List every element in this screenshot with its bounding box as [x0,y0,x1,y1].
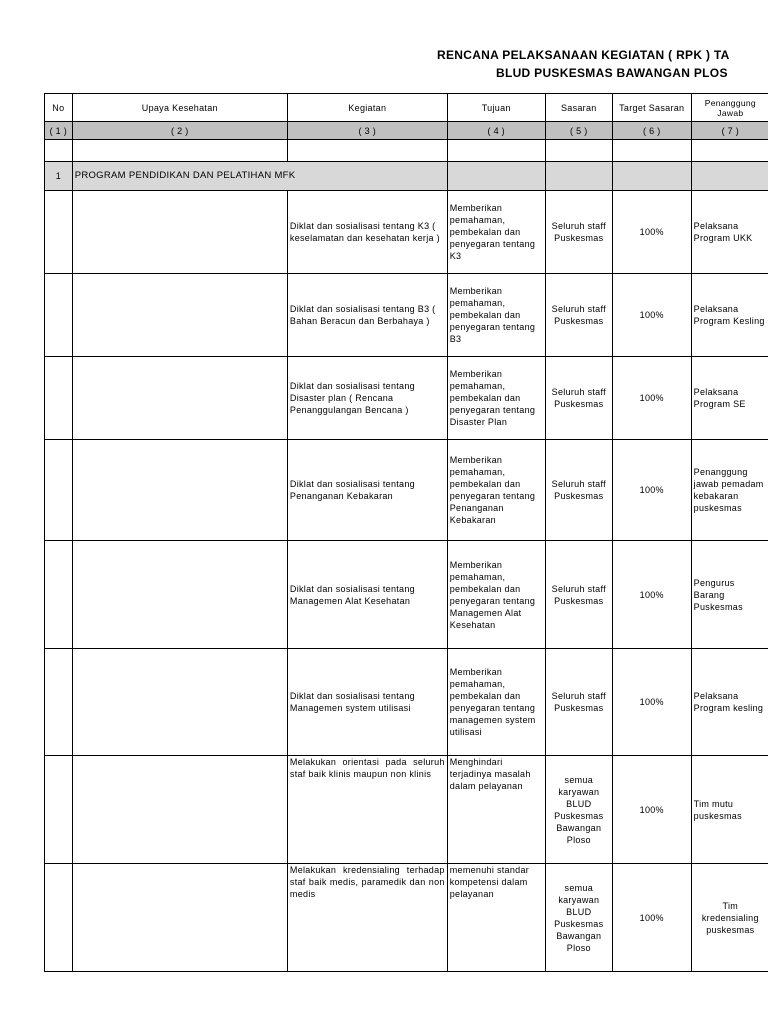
no-cell [45,274,73,357]
tujuan-cell: Menghindari terjadinya masalah dalam pelayanan [447,756,545,864]
target-cell: 100% [612,440,691,541]
kegiatan-cell: Diklat dan sosialisasi tentang Managemen Alat Kesehatan [287,541,447,649]
col-number: ( 3 ) [287,122,447,140]
col-header-no: No [45,94,73,122]
empty-cell [447,140,545,162]
kegiatan-cell: Diklat dan sosialisasi tentang K3 ( keselamatan dan kesehatan kerja ) [287,191,447,274]
target-cell: 100% [612,649,691,756]
col-header-target: Target Sasaran [612,94,691,122]
target-cell: 100% [612,274,691,357]
penanggung-jawab-cell: Pelaksana Program UKK [691,191,768,274]
table-row [45,191,768,274]
blank-row [45,140,768,162]
tujuan-cell: Memberikan pemahaman, pembekalan dan penyegaran tentang Managemen Alat Kesehatan [447,541,545,649]
sasaran-cell: Seluruh staff Puskesmas [545,357,612,440]
no-cell [45,649,73,756]
target-cell: 100% [612,541,691,649]
penanggung-jawab-cell: Pelaksana Program Kesling [691,274,768,357]
tujuan-cell: Memberikan pemahaman, pembekalan dan penyegaran tentang Disaster Plan [447,357,545,440]
sasaran-cell: semua karyawan BLUD Puskesmas Bawangan Ploso [545,756,612,864]
header-row [45,94,768,122]
section-label: PROGRAM PENDIDIKAN DAN PELATIHAN MFK [72,162,447,191]
empty-cell [612,162,691,191]
empty-cell [691,140,768,162]
sasaran-cell: Seluruh staff Puskesmas [545,191,612,274]
upaya-cell [72,541,287,649]
tujuan-cell: Memberikan pemahaman, pembekalan dan penyegaran tentang K3 [447,191,545,274]
no-cell [45,864,73,972]
empty-cell [287,140,447,162]
sasaran-cell: Seluruh staff Puskesmas [545,541,612,649]
col-header-tujuan: Tujuan [447,94,545,122]
table-row [45,756,768,864]
no-cell [45,440,73,541]
empty-cell [691,162,768,191]
rpk-table [44,93,768,972]
tujuan-cell: Memberikan pemahaman, pembekalan dan penyegaran tentang managemen system utilisasi [447,649,545,756]
no-cell [45,756,73,864]
table-row [45,357,768,440]
empty-cell [545,140,612,162]
sasaran-cell: Seluruh staff Puskesmas [545,440,612,541]
target-cell: 100% [612,191,691,274]
target-cell: 100% [612,864,691,972]
table-row [45,541,768,649]
col-number: ( 1 ) [45,122,73,140]
empty-cell [447,162,545,191]
no-cell [45,191,73,274]
kegiatan-cell: Melakukan kredensialing terhadap staf baik medis, paramedik dan non medis [287,864,447,972]
document-subtitle: BLUD PUSKESMAS BAWANGAN PLOS [496,66,728,80]
section-row [45,162,768,191]
target-cell: 100% [612,357,691,440]
table-row [45,864,768,972]
penanggung-jawab-cell: Penanggung jawab pemadam kebakaran puskesmas [691,440,768,541]
empty-cell [45,140,73,162]
col-header-upaya: Upaya Kesehatan [72,94,287,122]
tujuan-cell: Memberikan pemahaman, pembekalan dan penyegaran tentang Penanganan Kebakaran [447,440,545,541]
sasaran-cell: Seluruh staff Puskesmas [545,649,612,756]
target-cell: 100% [612,756,691,864]
col-number: ( 5 ) [545,122,612,140]
kegiatan-cell: Diklat dan sosialisasi tentang Managemen system utilisasi [287,649,447,756]
col-header-kegiatan: Kegiatan [287,94,447,122]
col-header-sasaran: Sasaran [545,94,612,122]
col-number: ( 7 ) [691,122,768,140]
tujuan-cell: Memberikan pemahaman, pembekalan dan penyegaran tentang B3 [447,274,545,357]
col-header-penanggung-jawab: Penanggung Jawab [691,94,768,122]
col-number: ( 4 ) [447,122,545,140]
col-number: ( 2 ) [72,122,287,140]
column-number-row [45,122,768,140]
document-title: RENCANA PELAKSANAAN KEGIATAN ( RPK ) TA [437,48,730,62]
kegiatan-cell: Diklat dan sosialisasi tentang B3 ( Bahan Beracun dan Berbahaya ) [287,274,447,357]
penanggung-jawab-cell: Pengurus Barang Puskesmas [691,541,768,649]
tujuan-cell: memenuhi standar kompetensi dalam pelayanan [447,864,545,972]
empty-cell [612,140,691,162]
kegiatan-cell: Melakukan orientasi pada seluruh staf baik klinis maupun non klinis [287,756,447,864]
no-cell [45,357,73,440]
sasaran-cell: semua karyawan BLUD Puskesmas Bawangan Ploso [545,864,612,972]
penanggung-jawab-cell: Pelaksana Program SE [691,357,768,440]
kegiatan-cell: Diklat dan sosialisasi tentang Penanganan Kebakaran [287,440,447,541]
penanggung-jawab-cell: Tim kredensialing puskesmas [691,864,768,972]
table-row [45,274,768,357]
upaya-cell [72,649,287,756]
col-number: ( 6 ) [612,122,691,140]
empty-cell [545,162,612,191]
penanggung-jawab-cell: Pelaksana Program kesling [691,649,768,756]
upaya-cell [72,274,287,357]
upaya-cell [72,864,287,972]
upaya-cell [72,191,287,274]
kegiatan-cell: Diklat dan sosialisasi tentang Disaster plan ( Rencana Penanggulangan Bencana ) [287,357,447,440]
sasaran-cell: Seluruh staff Puskesmas [545,274,612,357]
empty-cell [72,140,287,162]
upaya-cell [72,440,287,541]
table-row [45,440,768,541]
upaya-cell [72,756,287,864]
penanggung-jawab-cell: Tim mutu puskesmas [691,756,768,864]
section-number: 1 [45,162,73,191]
upaya-cell [72,357,287,440]
no-cell [45,541,73,649]
table-row [45,649,768,756]
